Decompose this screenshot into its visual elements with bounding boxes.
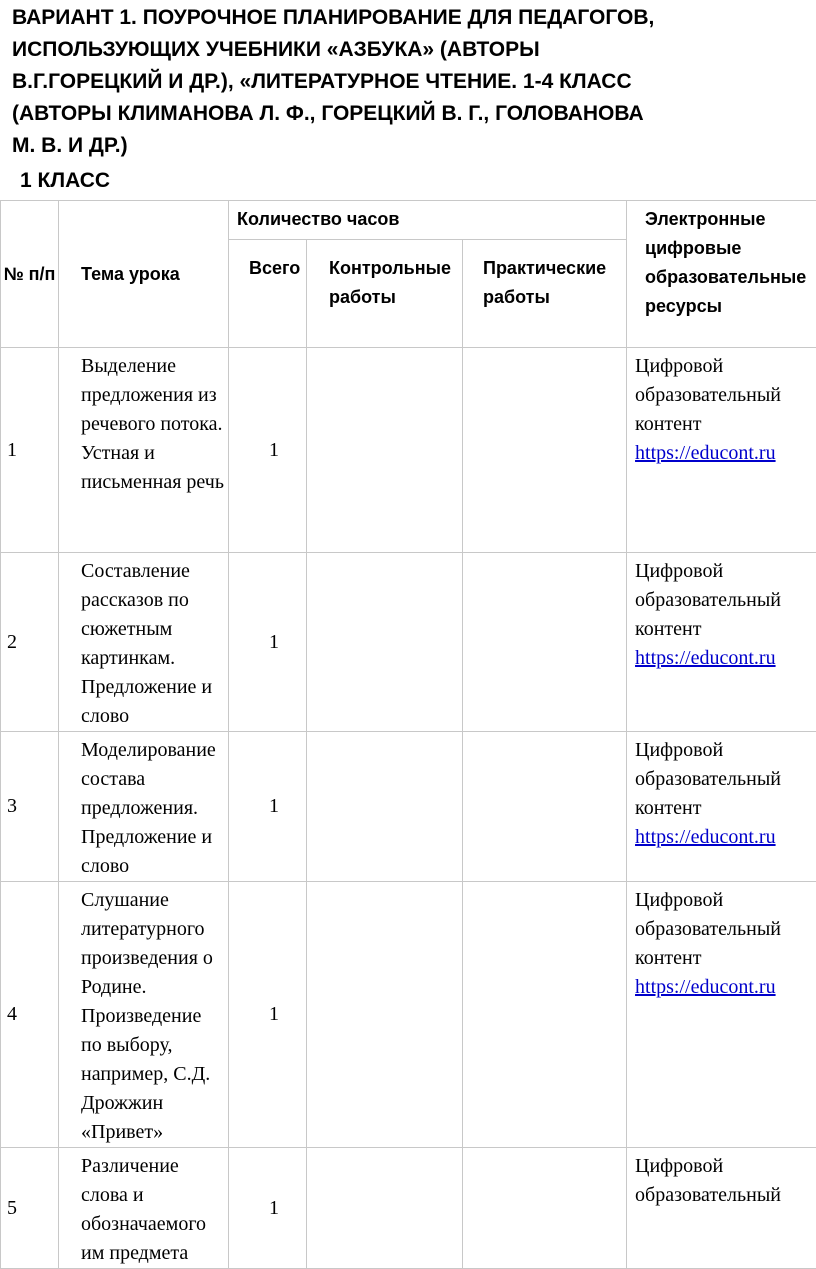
page-heading (12, 2, 812, 162)
row-topic: Моделирование состава предложения. Предложение и слово (59, 732, 229, 882)
row-topic: Различение слова и обозначаемого им предмета (59, 1148, 229, 1269)
row-practical (463, 553, 627, 732)
row-practical (463, 1148, 627, 1269)
row-control (307, 553, 463, 732)
resource-link[interactable]: https://educont.ru (635, 976, 776, 998)
row-practical (463, 732, 627, 882)
table-row (1, 732, 816, 882)
header-num: № п/п (1, 201, 59, 348)
row-total: 1 (229, 882, 307, 1148)
resource-link[interactable]: https://educont.ru (635, 442, 776, 464)
row-topic: Слушание литературного произведения о Родине. Произведение по выбору, например, С.Д. Дрожжин «Привет» (59, 882, 229, 1148)
header-resources: Электронные цифровые образовательные ресурсы (627, 201, 816, 348)
row-resource (627, 882, 816, 1148)
row-total: 1 (229, 553, 307, 732)
heading-line: (АВТОРЫ КЛИМАНОВА Л. Ф., ГОРЕЦКИЙ В. Г., ГОЛОВАНОВА (12, 98, 812, 130)
row-resource (627, 732, 816, 882)
row-num: 5 (1, 1148, 59, 1269)
resource-text: Цифровой образовательный контент (635, 739, 781, 819)
row-num: 2 (1, 553, 59, 732)
row-control (307, 882, 463, 1148)
header-control: Контрольные работы (307, 240, 463, 348)
grade-title: 1 КЛАСС (20, 165, 110, 197)
row-num: 4 (1, 882, 59, 1148)
heading-line: ВАРИАНТ 1. ПОУРОЧНОЕ ПЛАНИРОВАНИЕ ДЛЯ ПЕДАГОГОВ, (12, 2, 812, 34)
resource-link[interactable]: https://educont.ru (635, 826, 776, 848)
heading-line: М. В. И ДР.) (12, 130, 812, 162)
header-topic: Тема урока (59, 201, 229, 348)
header-hours: Количество часов (229, 201, 627, 240)
table-row (1, 1148, 816, 1269)
row-practical (463, 348, 627, 553)
table-row (1, 553, 816, 732)
row-num: 1 (1, 348, 59, 553)
row-control (307, 732, 463, 882)
heading-line: ИСПОЛЬЗУЮЩИХ УЧЕБНИКИ «АЗБУКА» (АВТОРЫ (12, 34, 812, 66)
row-topic: Составление рассказов по сюжетным картинкам. Предложение и слово (59, 553, 229, 732)
table-row (1, 882, 816, 1148)
row-control (307, 1148, 463, 1269)
resource-link[interactable]: https://educont.ru (635, 647, 776, 669)
row-total: 1 (229, 732, 307, 882)
row-total: 1 (229, 348, 307, 553)
resource-text: Цифровой образовательный контент (635, 889, 781, 969)
resource-text: Цифровой образовательный контент (635, 355, 781, 435)
row-num: 3 (1, 732, 59, 882)
lesson-plan-table (0, 200, 816, 1269)
header-total: Всего (229, 240, 307, 348)
heading-line: В.Г.ГОРЕЦКИЙ И ДР.), «ЛИТЕРАТУРНОЕ ЧТЕНИЕ. 1-4 КЛАСС (12, 66, 812, 98)
resource-text: Цифровой образовательный контент (635, 560, 781, 640)
table-row (1, 348, 816, 553)
row-resource (627, 553, 816, 732)
resource-text: Цифровой образовательный (635, 1155, 781, 1206)
row-topic: Выделение предложения из речевого потока. Устная и письменная речь (59, 348, 229, 553)
row-resource (627, 348, 816, 553)
row-resource (627, 1148, 816, 1269)
row-practical (463, 882, 627, 1148)
header-practical: Практические работы (463, 240, 627, 348)
row-control (307, 348, 463, 553)
row-total: 1 (229, 1148, 307, 1269)
